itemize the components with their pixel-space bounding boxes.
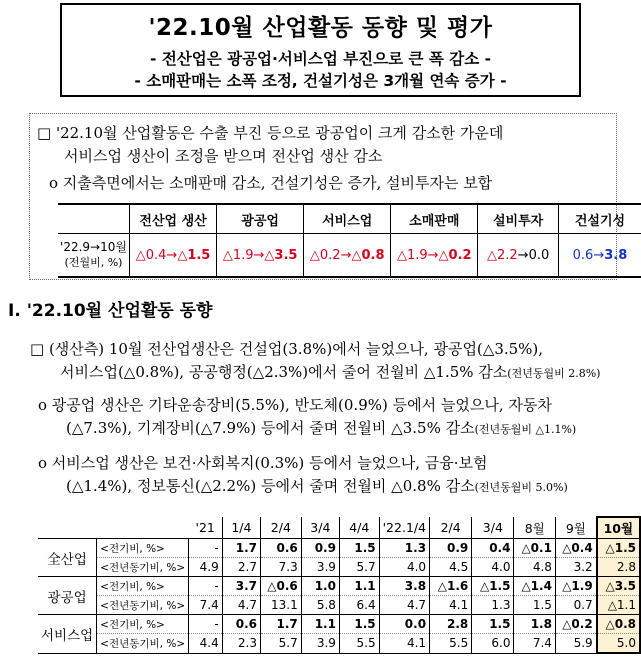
table-cell: 2.8 xyxy=(430,615,472,634)
section-title: Ⅰ. '22.10월 산업활동 동향 xyxy=(8,301,213,321)
arrow: → xyxy=(340,247,352,263)
value-to: △3.5 xyxy=(264,247,298,263)
value-to: △0.2 xyxy=(438,247,472,263)
table-cell: 5.5 xyxy=(339,634,379,654)
table-cell: 6.0 xyxy=(472,634,514,654)
arrow: → xyxy=(517,247,529,263)
table-cell: 4.0 xyxy=(379,558,429,577)
table-cell: 1.5 xyxy=(472,615,514,634)
data-table-header-row xyxy=(38,517,640,539)
value-to: △0.8 xyxy=(351,247,385,263)
data-header-cell: 3/4 xyxy=(301,517,339,539)
table-cell: 2.3 xyxy=(222,634,260,654)
summary-paragraph-1 xyxy=(37,122,503,168)
table-cell: 0.6 xyxy=(260,539,301,558)
page-title: '22.10월 산업활동 동향 및 평가 xyxy=(148,15,493,41)
table-row xyxy=(38,615,640,634)
table-row xyxy=(38,577,640,596)
body-line: □ (생산측) 10월 전산업생산은 건설업(3.8%)에서 늘었으나, 광공업(△3.5%), xyxy=(30,340,544,358)
table-cell: 1.5 xyxy=(339,615,379,634)
summary-header: 서비스업 xyxy=(304,204,391,234)
value-to: 0.0 xyxy=(528,247,550,263)
data-header-cell: '21 xyxy=(195,520,215,535)
arrow: → xyxy=(253,247,265,263)
summary-header: 소매판매 xyxy=(391,204,478,234)
row-sublabel: <전년동기비, %> xyxy=(100,561,186,574)
table-cell: - xyxy=(189,615,223,634)
table-cell: 4.0 xyxy=(472,558,514,577)
data-header-cell: 9월 xyxy=(555,517,596,539)
summary-value-all-industry xyxy=(130,234,217,278)
summary-value-service xyxy=(304,234,391,278)
table-cell: 5.0 xyxy=(597,634,640,654)
table-cell: △3.5 xyxy=(597,577,640,596)
table-cell: 1.1 xyxy=(301,615,339,634)
summary-header: 건설기성 xyxy=(558,204,641,234)
summary-value-retail xyxy=(391,234,478,278)
row-name: 全산업 xyxy=(38,539,97,577)
table-cell: 1.0 xyxy=(301,577,339,596)
table-cell: 6.4 xyxy=(339,596,379,615)
table-row xyxy=(38,634,640,654)
body-line: ο 광공업 생산은 기타운송장비(5.5%), 반도체(0.9%) 등에서 늘었으나, 자동차 xyxy=(38,396,552,414)
table-cell: 5.7 xyxy=(260,634,301,654)
body-line: 서비스업(△0.8%), 공공행정(△2.3%)에서 줄어 전월비 △1.5% 감소 xyxy=(60,363,508,381)
table-cell: 1.5 xyxy=(514,596,555,615)
table-cell: 4.1 xyxy=(379,634,429,654)
value-to: 3.8 xyxy=(604,247,628,263)
data-header-cell: 10월 xyxy=(597,517,640,539)
value-to: △1.5 xyxy=(177,247,211,263)
table-cell: 5.8 xyxy=(301,596,339,615)
body-line: (△1.4%), 정보통신(△2.2%) 등에서 줄며 전월비 △0.8% 감소 xyxy=(66,477,475,495)
table-cell: 1.3 xyxy=(472,596,514,615)
body-paragraph-2 xyxy=(38,394,576,441)
value-from: △0.4 xyxy=(135,247,167,263)
table-cell: 4.9 xyxy=(189,558,223,577)
table-cell: 0.0 xyxy=(379,615,429,634)
summary-paragraph-2: ο 지출측면에서는 소매판매 감소, 건설기성은 증가, 설비투자는 보합 xyxy=(49,174,493,192)
summary-value-mining xyxy=(217,234,304,278)
table-cell: 2.8 xyxy=(597,558,640,577)
table-cell: 7.4 xyxy=(514,634,555,654)
arrow: → xyxy=(166,247,178,263)
body-line: (△7.3%), 기계장비(△7.9%) 등에서 줄며 전월비 △3.5% 감소 xyxy=(66,419,475,437)
body-paragraph-1 xyxy=(30,338,600,385)
summary-row-label xyxy=(58,234,130,278)
value-from: △2.2 xyxy=(486,247,518,263)
row-sublabel: <전년동기비, %> xyxy=(100,599,186,612)
table-cell: △1.4 xyxy=(514,577,555,596)
body-note: (전년동월비 5.0%) xyxy=(474,481,568,494)
row-sublabel: <전기비, %> xyxy=(100,618,165,631)
value-from: 0.6 xyxy=(572,247,594,263)
summary-value-construction xyxy=(558,234,641,278)
value-from: △1.9 xyxy=(222,247,254,263)
table-cell: 1.1 xyxy=(339,577,379,596)
table-cell: 4.7 xyxy=(222,596,260,615)
body-paragraph-3 xyxy=(38,452,568,499)
value-from: △0.2 xyxy=(309,247,341,263)
table-cell: 0.9 xyxy=(301,539,339,558)
table-cell: 5.5 xyxy=(430,634,472,654)
data-header-cell: 4/4 xyxy=(339,517,379,539)
table-cell: 1.7 xyxy=(260,615,301,634)
table-cell: △0.8 xyxy=(597,615,640,634)
subtitle-2: - 소매판매는 소폭 조정, 건설기성은 3개월 연속 증가 - xyxy=(134,72,507,90)
table-cell: - xyxy=(189,577,223,596)
table-cell: 3.7 xyxy=(222,577,260,596)
table-cell: 4.4 xyxy=(189,634,223,654)
table-cell: 3.8 xyxy=(379,577,429,596)
data-header-cell: 2/4 xyxy=(260,517,301,539)
row-sublabel: <전기비, %> xyxy=(100,580,165,593)
data-table-body xyxy=(38,539,640,654)
data-header-cell: '22.1/4 xyxy=(379,517,429,539)
table-cell: 3.9 xyxy=(301,558,339,577)
table-cell: △1.5 xyxy=(472,577,514,596)
summary-table xyxy=(58,203,641,278)
table-cell: 4.8 xyxy=(514,558,555,577)
row-name: 광공업 xyxy=(38,577,97,615)
body-note: (전년동월비 2.8%) xyxy=(507,367,601,380)
summary-header: 설비투자 xyxy=(478,204,559,234)
table-cell: 7.3 xyxy=(260,558,301,577)
table-cell: △0.1 xyxy=(514,539,555,558)
summary-line-1: □ '22.10월 산업활동은 수출 부진 등으로 광공업이 크게 감소한 가운데 xyxy=(37,124,504,142)
row-sublabel: <전년동기비, %> xyxy=(100,637,186,650)
table-cell: 5.7 xyxy=(339,558,379,577)
row-label-period: '22.9→10월 xyxy=(60,240,127,254)
table-cell: 1.5 xyxy=(339,539,379,558)
summary-value-facility xyxy=(478,234,559,278)
summary-header: 전산업 생산 xyxy=(130,204,217,234)
table-cell: △1.6 xyxy=(430,577,472,596)
table-cell: 1.8 xyxy=(514,615,555,634)
row-label-unit: (전월비, %) xyxy=(64,256,123,269)
table-cell: △1.9 xyxy=(555,577,596,596)
arrow: → xyxy=(427,247,439,263)
data-table xyxy=(38,516,641,654)
value-from: △1.9 xyxy=(396,247,428,263)
data-corner xyxy=(97,517,189,539)
table-cell: 4.7 xyxy=(379,596,429,615)
summary-corner xyxy=(58,204,130,234)
table-cell: 1.3 xyxy=(379,539,429,558)
data-header-cell: 1/4 xyxy=(222,517,260,539)
table-row xyxy=(38,596,640,615)
table-cell: 0.7 xyxy=(555,596,596,615)
table-cell: 3.9 xyxy=(301,634,339,654)
table-row xyxy=(38,539,640,558)
table-cell: △1.5 xyxy=(597,539,640,558)
table-cell: △0.6 xyxy=(260,577,301,596)
arrow: → xyxy=(593,247,605,263)
body-note: (전년동월비 △1.1%) xyxy=(474,423,577,436)
table-cell: △0.2 xyxy=(555,615,596,634)
table-cell: 13.1 xyxy=(260,596,301,615)
table-cell: 4.1 xyxy=(430,596,472,615)
table-cell: △1.1 xyxy=(597,596,640,615)
data-corner xyxy=(38,517,97,539)
body-line: ο 서비스업 생산은 보건·사회복지(0.3%) 등에서 늘었으나, 금융·보험 xyxy=(38,454,488,472)
subtitle-1: - 전산업은 광공업·서비스업 부진으로 큰 폭 감소 - xyxy=(149,50,492,68)
table-row xyxy=(38,558,640,577)
title-box xyxy=(60,3,581,97)
data-header-cell: 8월 xyxy=(514,517,555,539)
data-header-cell: 3/4 xyxy=(472,517,514,539)
table-cell: 4.5 xyxy=(430,558,472,577)
summary-line-2: 서비스업 생산이 조정을 받으며 전산업 생산 감소 xyxy=(64,147,383,165)
table-cell: 0.4 xyxy=(472,539,514,558)
table-cell: 0.6 xyxy=(222,615,260,634)
table-cell: 2.7 xyxy=(222,558,260,577)
row-sublabel: <전기비, %> xyxy=(100,542,165,555)
table-cell: △0.4 xyxy=(555,539,596,558)
table-cell: 3.2 xyxy=(555,558,596,577)
table-cell: 0.9 xyxy=(430,539,472,558)
row-name: 서비스업 xyxy=(38,615,97,654)
table-cell: 1.7 xyxy=(222,539,260,558)
summary-header: 광공업 xyxy=(217,204,304,234)
table-cell: - xyxy=(189,539,223,558)
table-cell: 5.9 xyxy=(555,634,596,654)
data-header-cell: 2/4 xyxy=(430,517,472,539)
table-cell: 7.4 xyxy=(189,596,223,615)
